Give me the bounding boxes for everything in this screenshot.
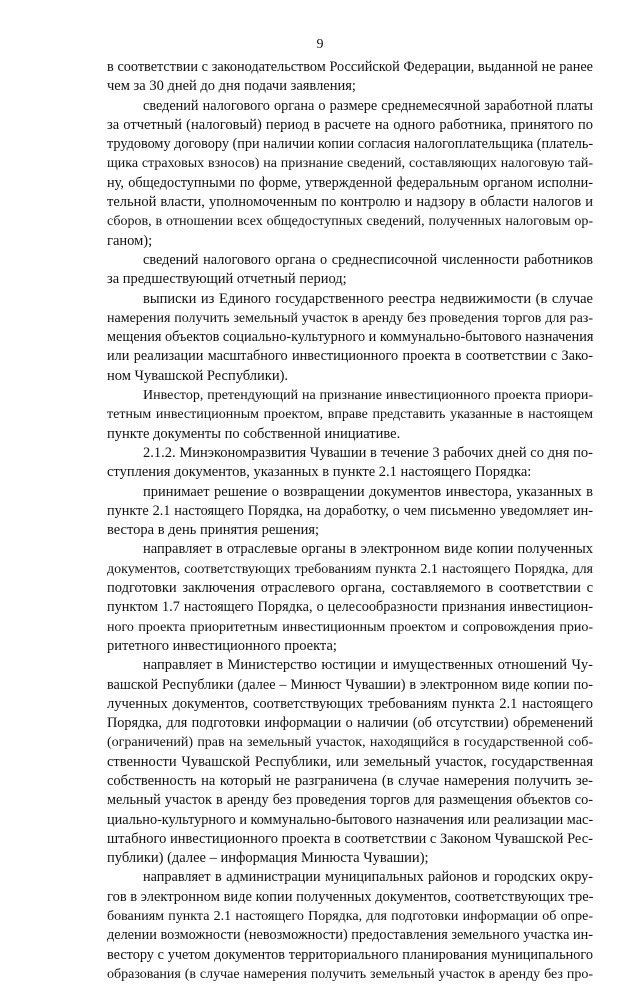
text-line: пункте документы по собственной инициативе. <box>107 425 401 442</box>
text-line: собственность на который не разграничена (в случае намерения получить зе- <box>107 772 593 789</box>
text-line: тельной власти, уполномоченным по контролю и надзору в области налогов и <box>107 194 593 211</box>
text-line: ном Чувашской Республики). <box>107 367 289 384</box>
text-line: вестору с учетом документов территориального планирования муниципального <box>107 946 593 963</box>
text-line: вестора в день принятия решения; <box>107 522 320 539</box>
text-line: трудовому договору (при наличии копии согласия налогоплательщика (платель- <box>107 136 594 153</box>
text-line: выписки из Единого государственного реестра недвижимости (в случае <box>143 290 593 307</box>
text-line: документов, соответствующих требованиям пункта 2.1 настоящего Порядка, для <box>107 561 593 577</box>
text-line: за отчетный (налоговый) период в расчете на одного работника, принятого по <box>107 116 593 133</box>
text-line: штабного инвестиционного проекта в соответствии с Законом Чувашской Рес- <box>107 830 593 847</box>
text-line: лученных документов, соответствующих требованиям пункта 2.1 настоящего <box>107 695 593 712</box>
text-line: гов в электронном виде копии полученных документов, соответствующих тре- <box>107 888 594 905</box>
text-line: намерения получить земельный участок в аренду без проведения торгов для раз- <box>107 310 593 326</box>
text-line: ственности Чувашской Республики, или земельный участок, государственная <box>107 753 593 770</box>
text-line: Инвестор, претендующий на признание инвестиционного проекта приори- <box>143 388 593 404</box>
text-line: 2.1.2. Минэкономразвития Чувашии в течение 3 рабочих дней со дня по- <box>143 444 593 461</box>
text-line: (ограничений) прав на земельный участок, находящийся в государственной соб- <box>107 735 593 751</box>
text-line: сведений налогового органа о размере среднемесячной заработной платы <box>143 97 593 114</box>
text-line: чем за 30 дней до дня подачи заявления; <box>107 78 356 95</box>
text-line: ну, общедоступными по форме, утвержденной федеральным органом исполни- <box>107 174 593 191</box>
text-line: бованиям пункта 2.1 настоящего Порядка, для подготовки информации об опре- <box>107 909 593 925</box>
text-line: тетным инвестиционным проектом, вправе представить указанные в настоящем <box>107 407 593 423</box>
text-line: принимает решение о возвращении документов инвестора, указанных в <box>143 483 593 500</box>
text-line: или реализации масштабного инвестиционного проекта в соответствии с Зако- <box>107 348 593 365</box>
text-line: ного проекта приоритетным инвестиционным проектом и сопровождения прио- <box>107 619 593 635</box>
text-line: вашской Республики (далее – Минюст Чувашии) в электронном виде копии по- <box>107 676 593 693</box>
page-number: 9 <box>316 37 324 52</box>
text-line: Порядка, для подготовки информации о наличии (об отсутствии) обременений <box>107 715 593 732</box>
text-line: направляет в администрации муниципальных районов и городских окру- <box>143 869 593 886</box>
text-line: подготовки заключения отраслевого органа, составляемого в соответствии с <box>107 580 593 597</box>
text-line: сведений налогового органа о среднесписочной численности работников <box>143 251 593 268</box>
text-line: публики) (далее – информация Минюста Чувашии); <box>107 850 429 867</box>
text-line: мещения объектов социально-культурного и коммунально-бытового назначения <box>107 329 594 346</box>
text-line: пунктом 1.7 настоящего Порядка, о целесообразности признания инвестицион- <box>107 599 593 616</box>
text-line: образования (в случае намерения получить земельный участок в аренду без про- <box>107 966 593 982</box>
text-line: направляет в Министерство юстиции и имущественных отношений Чу- <box>143 657 593 674</box>
text-line: ступления документов, указанных в пункте 2.1 настоящего Порядка: <box>107 464 532 481</box>
text-line: делении возможности (невозможности) предоставления земельного участка ин- <box>107 927 593 944</box>
text-line: циально-культурного и коммунально-бытового назначения или реализации мас- <box>107 811 594 828</box>
text-line: пункте 2.1 настоящего Порядка, на доработку, о чем письменно уведомляет ин- <box>107 502 593 519</box>
text-line: за предшествующий отчетный период; <box>107 271 347 288</box>
text-line: направляет в отраслевые органы в электронном виде копии полученных <box>143 541 593 558</box>
document-body <box>107 58 593 984</box>
text-line: сборов, в отношении всех общедоступных сведений, полученных налоговым ор- <box>107 214 593 230</box>
text-line: в соответствии с законодательством Российской Федерации, выданной не ранее <box>107 59 593 75</box>
text-line: ганом); <box>107 232 153 249</box>
text-line: ритетного инвестиционного проекта; <box>107 637 337 654</box>
text-line: мельный участок в аренду без проведения торгов для размещения объектов со- <box>107 792 593 809</box>
text-line: щика страховых взносов) на признание сведений, составляющих налоговую тай- <box>107 156 593 172</box>
